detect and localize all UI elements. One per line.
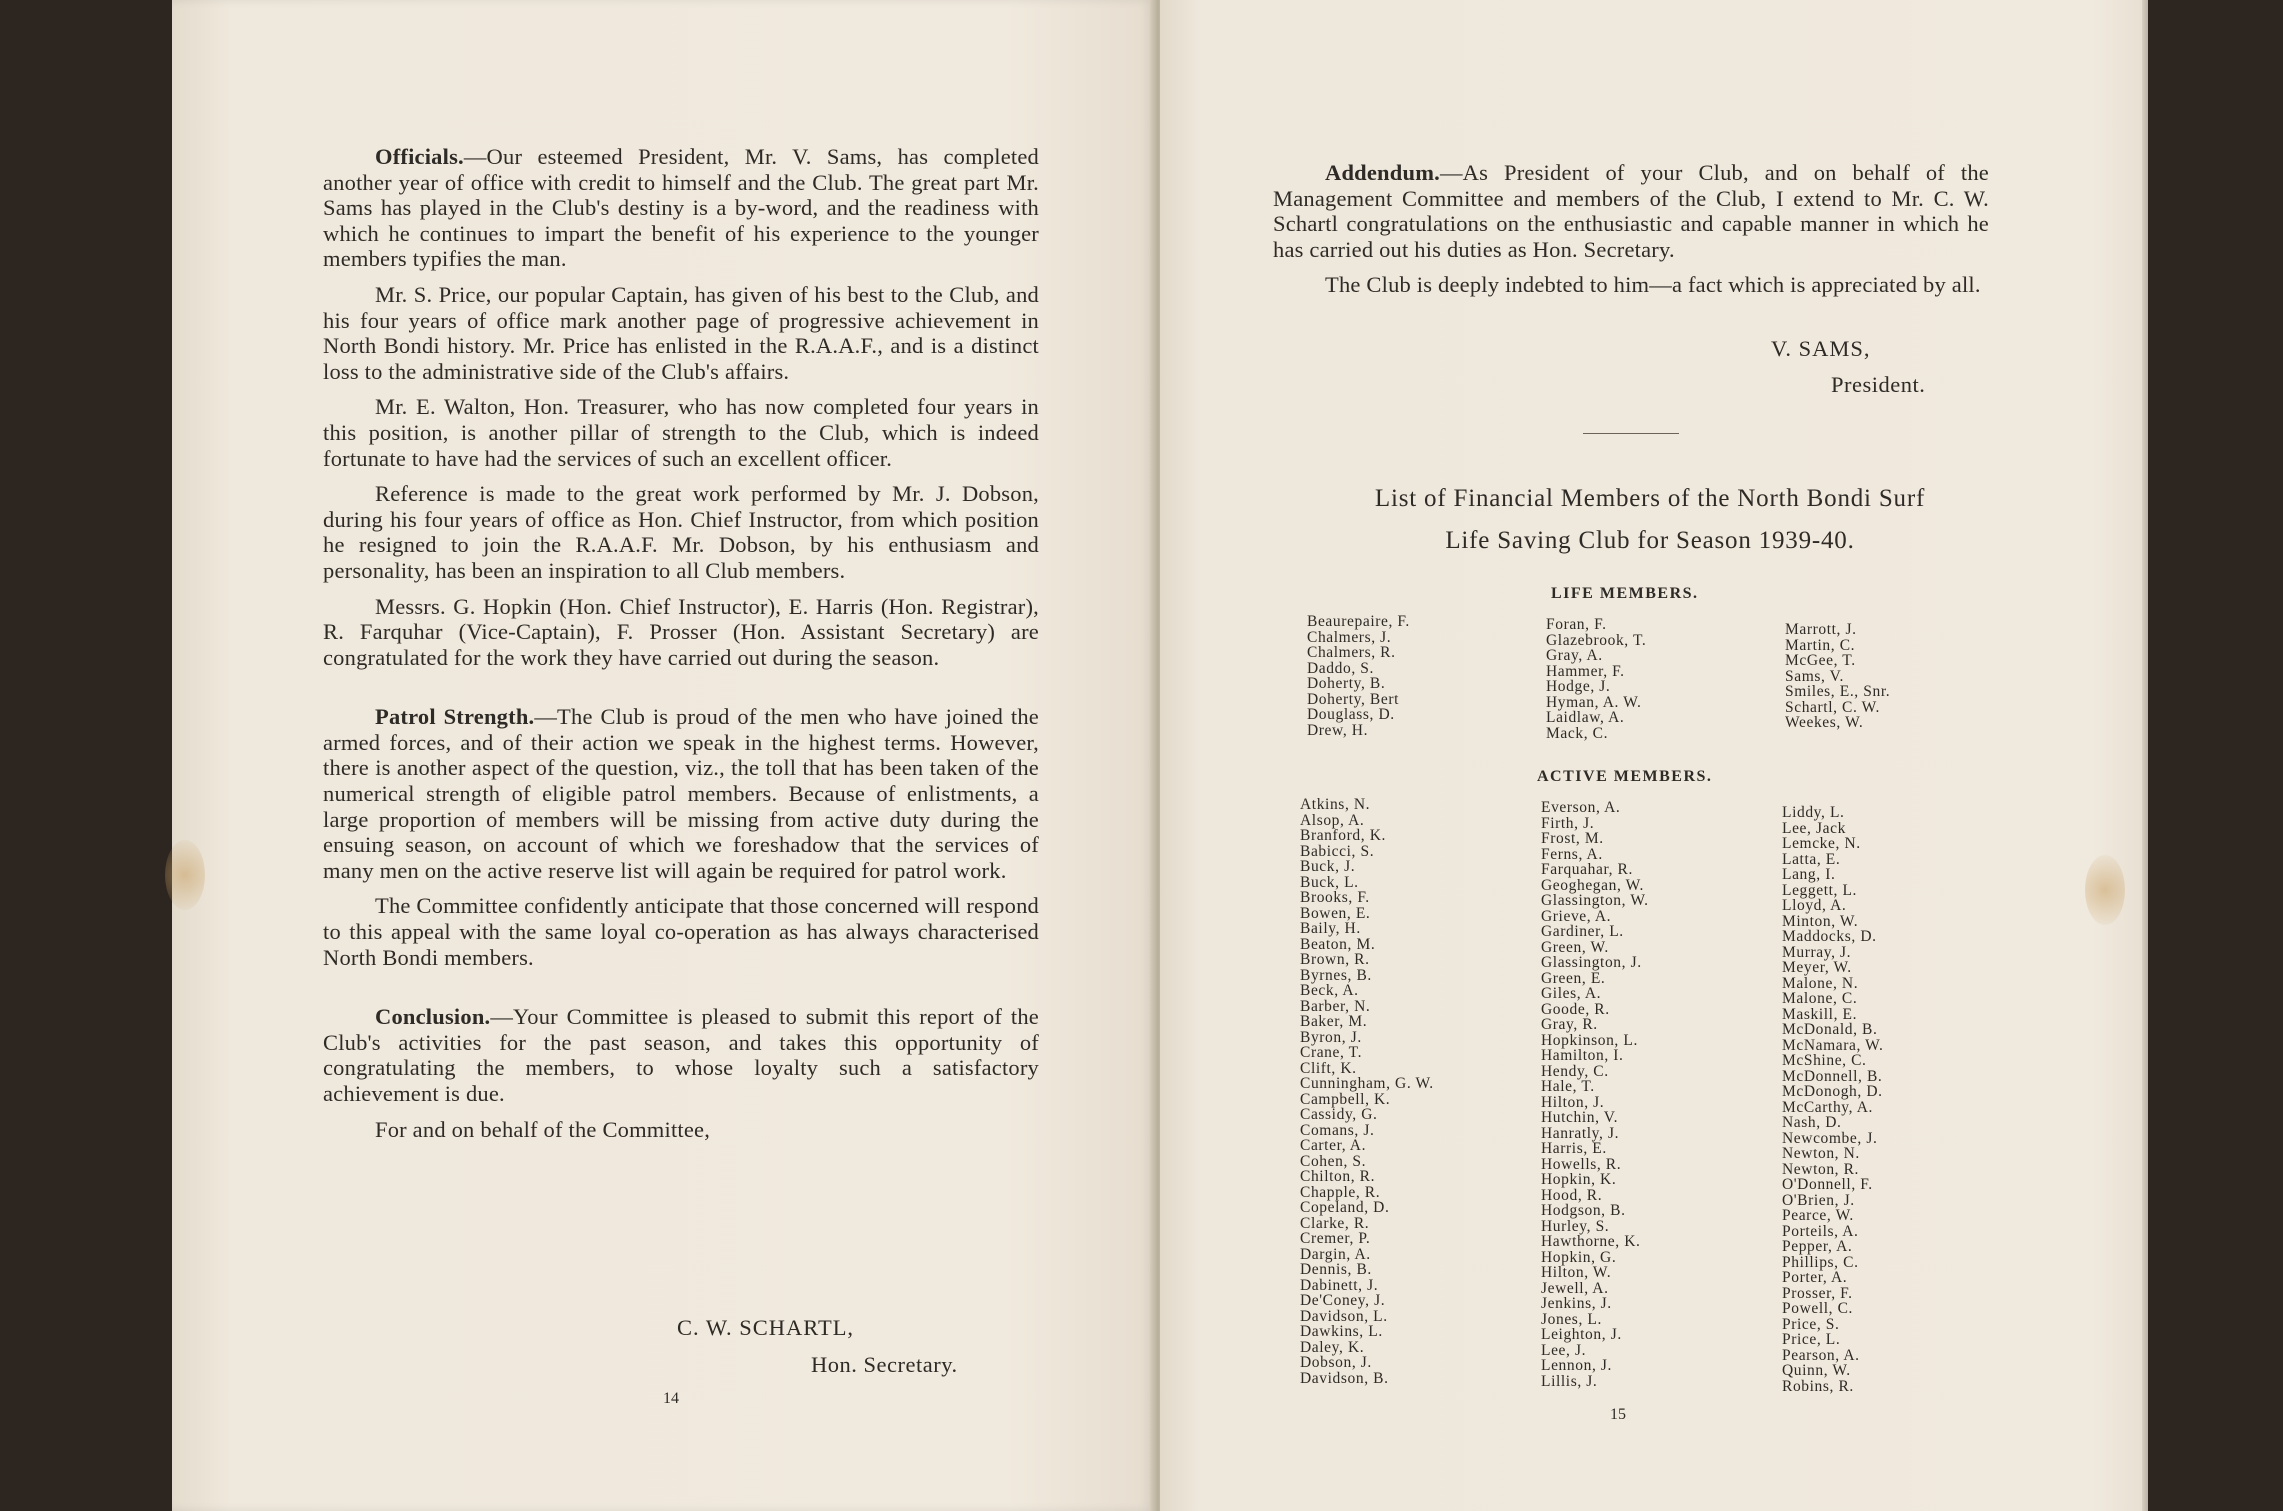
member-name: Malone, N. <box>1782 974 1859 992</box>
member-name: Clift, K. <box>1300 1059 1357 1077</box>
member-name: Byron, J. <box>1300 1028 1362 1046</box>
member-name: Hopkin, K. <box>1541 1171 1617 1188</box>
paragraph-committee <box>323 893 1039 970</box>
member-name: Brooks, F. <box>1300 889 1370 906</box>
member-name: Geoghegan, W. <box>1541 876 1644 894</box>
member-name: Brown, R. <box>1300 951 1370 968</box>
member-name: Newton, N. <box>1782 1145 1860 1162</box>
member-name: Powell, C. <box>1782 1300 1854 1317</box>
member-name: Glassington, W. <box>1541 892 1649 909</box>
member-name: Chalmers, J. <box>1307 628 1392 646</box>
member-name: Ferns, A. <box>1541 845 1603 863</box>
left-body-text <box>323 144 1039 1152</box>
member-name: Latta, E. <box>1782 850 1841 868</box>
member-name: Babicci, S. <box>1300 842 1375 860</box>
member-name: Baker, M. <box>1300 1013 1368 1030</box>
life-members-col-2 <box>1546 617 1646 741</box>
active-members-heading: ACTIVE MEMBERS. <box>1537 768 1713 785</box>
member-name: Cohen, S. <box>1300 1152 1367 1170</box>
member-name: Malone, C. <box>1782 990 1858 1007</box>
member-name: Martin, C. <box>1785 636 1856 654</box>
member-name: Everson, A. <box>1541 799 1621 816</box>
member-name: Quinn, W. <box>1782 1362 1851 1379</box>
paragraph-patrol-strength <box>323 704 1039 883</box>
member-name: Clarke, R. <box>1300 1214 1370 1232</box>
member-name: Laidlaw, A. <box>1546 709 1625 726</box>
member-name: Lee, Jack <box>1782 819 1846 837</box>
member-name: Firth, J. <box>1541 814 1595 832</box>
member-name: Green, W. <box>1541 938 1609 956</box>
member-name: Maddocks, D. <box>1782 928 1877 945</box>
list-title-line1: List of Financial Members of the North Bondi Surf <box>1374 485 1926 512</box>
member-name: Chalmers, R. <box>1307 644 1396 661</box>
member-name: McShine, C. <box>1782 1052 1867 1069</box>
member-name: Frost, M. <box>1541 830 1604 847</box>
member-name: Pearson, A. <box>1782 1346 1860 1364</box>
member-name: Smiles, E., Snr. <box>1785 683 1891 700</box>
member-name: Drew, H. <box>1307 721 1369 739</box>
member-name: Leggett, L. <box>1782 881 1858 899</box>
right-page-number: 15 <box>1610 1406 1626 1423</box>
member-name: Dawkins, L. <box>1300 1323 1383 1340</box>
member-name: Porteils, A. <box>1782 1222 1859 1240</box>
paragraph-addendum <box>1273 160 1989 262</box>
stain-left <box>165 840 205 910</box>
member-name: Glazebrook, T. <box>1546 631 1647 649</box>
member-name: Marrott, J. <box>1785 621 1857 638</box>
member-name: Atkins, N. <box>1300 796 1371 813</box>
member-name: O'Brien, J. <box>1782 1191 1855 1209</box>
member-name: Buck, J. <box>1300 858 1356 875</box>
life-members-col-3 <box>1785 622 1890 731</box>
paragraph-text: —The Club is proud of the men who have joined the armed forces, and of their action we speak in the highest terms. However, there is another aspect of the question, viz., the toll that has been taken of the numerical strength of eligible patrol members. Because of enlistments, a large proportion of members will be missing from active duty during the ensuing season, on account of which we foreshadow that the services of many men on the active reserve list will again be required for patrol work. <box>323 704 1039 883</box>
member-name: Prosser, F. <box>1782 1284 1853 1302</box>
paragraph-behalf <box>323 1117 1039 1143</box>
page-edge <box>2142 0 2148 1511</box>
member-name: Lee, J. <box>1541 1341 1587 1359</box>
member-name: Baily, H. <box>1300 920 1361 937</box>
right-signature-name: V. SAMS, <box>1771 336 1871 361</box>
member-name: Weekes, W. <box>1785 714 1864 731</box>
member-name: Dargin, A. <box>1300 1245 1371 1263</box>
paragraph-text: Mr. S. Price, our popular Captain, has given of his best to the Club, and his four years of office mark another page of progressive achievement in North Bondi history. Mr. Price has enlisted in the R.A.A.F., and is a distinct loss to the administrative side of the Club's affairs. <box>323 281 1039 384</box>
member-name: Meyer, W. <box>1782 959 1852 976</box>
member-name: Hawthorne, K. <box>1541 1233 1641 1250</box>
active-members-col-3 <box>1782 805 1883 1394</box>
member-name: Hood, R. <box>1541 1186 1603 1204</box>
member-name: Nash, D. <box>1782 1114 1842 1131</box>
stain-right <box>2085 855 2125 925</box>
member-name: Hammer, F. <box>1546 662 1625 680</box>
member-name: Dennis, B. <box>1300 1261 1372 1278</box>
list-title <box>1260 478 2040 562</box>
member-name: Howells, R. <box>1541 1155 1622 1173</box>
member-name: Porter, A. <box>1782 1269 1848 1286</box>
member-name: Lang, I. <box>1782 866 1836 883</box>
member-name: Hendy, C. <box>1541 1062 1609 1080</box>
member-name: Daley, K. <box>1300 1338 1365 1356</box>
member-name: Doherty, B. <box>1307 675 1386 692</box>
member-name: Minton, W. <box>1782 912 1859 930</box>
member-name: Hilton, W. <box>1541 1264 1612 1281</box>
paragraph-indebted <box>1273 272 1989 298</box>
member-name: Jones, L. <box>1541 1310 1602 1328</box>
member-name: Cassidy, G. <box>1300 1106 1378 1123</box>
member-name: Phillips, C. <box>1782 1253 1859 1271</box>
member-name: Schartl, C. W. <box>1785 698 1880 716</box>
member-name: Comans, J. <box>1300 1121 1375 1139</box>
member-name: Beaton, M. <box>1300 935 1376 953</box>
member-name: Cunningham, G. W. <box>1300 1075 1434 1092</box>
heading-officials: Officials. <box>375 144 464 169</box>
member-name: Goode, R. <box>1541 1000 1610 1018</box>
member-name: Green, E. <box>1541 969 1606 987</box>
left-signature-name: C. W. SCHARTL, <box>677 1315 855 1340</box>
member-name: Foran, F. <box>1546 616 1607 633</box>
member-name: Gray, R. <box>1541 1016 1598 1033</box>
member-name: Harris, E. <box>1541 1140 1607 1157</box>
member-name: McDonnell, B. <box>1782 1067 1883 1085</box>
paragraph-text: —Your Committee is pleased to submit this report of the Club's activities for the past season, and takes this opportunity of congratulating the members, to whose loyalty such a satisfactory achievement is due. <box>323 1004 1039 1106</box>
member-name: Branford, K. <box>1300 827 1386 844</box>
member-name: Chapple, R. <box>1300 1183 1381 1201</box>
paragraph-messrs <box>323 594 1039 671</box>
left-signature-title: Hon. Secretary. <box>811 1352 958 1377</box>
active-members-col-1 <box>1300 797 1434 1386</box>
member-name: McDonogh, D. <box>1782 1083 1883 1100</box>
member-name: McDonald, B. <box>1782 1021 1878 1038</box>
member-name: Giles, A. <box>1541 985 1602 1002</box>
member-name: Hilton, J. <box>1541 1093 1605 1111</box>
member-name: Beck, A. <box>1300 982 1359 999</box>
paragraph-treasurer <box>323 394 1039 471</box>
member-name: Pepper, A. <box>1782 1238 1853 1255</box>
member-name: Glassington, J. <box>1541 954 1642 971</box>
member-name: Leighton, J. <box>1541 1326 1622 1343</box>
member-name: Maskill, E. <box>1782 1005 1858 1023</box>
heading-patrol-strength: Patrol Strength. <box>375 704 535 730</box>
member-name: Jewell, A. <box>1541 1279 1609 1297</box>
member-name: Crane, T. <box>1300 1044 1363 1061</box>
member-name: Gray, A. <box>1546 647 1603 664</box>
member-name: Barber, N. <box>1300 997 1371 1015</box>
member-name: Lemcke, N. <box>1782 835 1861 852</box>
member-name: Byrnes, B. <box>1300 966 1372 984</box>
member-name: Hale, T. <box>1541 1078 1595 1095</box>
paragraph-captain <box>323 282 1039 384</box>
member-name: Davidson, B. <box>1300 1369 1389 1387</box>
member-name: Davidson, L. <box>1300 1307 1388 1325</box>
member-name: Copeland, D. <box>1300 1199 1390 1216</box>
member-name: Gardiner, L. <box>1541 923 1624 940</box>
member-name: Dabinett, J. <box>1300 1276 1379 1294</box>
paragraph-conclusion <box>323 1004 1039 1106</box>
heading-addendum: Addendum. <box>1325 160 1440 185</box>
life-members-col-1 <box>1307 614 1410 738</box>
member-name: Beaurepaire, F. <box>1307 613 1410 630</box>
member-name: Newton, R. <box>1782 1160 1860 1178</box>
member-name: O'Donnell, F. <box>1782 1176 1873 1193</box>
member-name: Doherty, Bert <box>1307 690 1400 708</box>
member-name: Carter, A. <box>1300 1137 1367 1154</box>
member-name: Cremer, P. <box>1300 1230 1371 1247</box>
member-name: Mack, C. <box>1546 724 1609 742</box>
member-name: Buck, L. <box>1300 873 1359 891</box>
member-name: Jenkins, J. <box>1541 1295 1612 1312</box>
member-name: Hamilton, I. <box>1541 1047 1624 1064</box>
paragraph-text: Reference is made to the great work performed by Mr. J. Dobson, during his four years of office as Hon. Chief Instructor, from which position he resigned to join the R.A.A.F. Mr. Dobson, by his enthusiasm and personality, has been an inspiration to all Club members. <box>323 481 1039 583</box>
member-name: Hopkin, G. <box>1541 1248 1617 1266</box>
member-name: Pearce, W. <box>1782 1207 1854 1224</box>
member-name: Grieve, A. <box>1541 907 1612 925</box>
member-name: Hutchin, V. <box>1541 1109 1619 1126</box>
paragraph-text: Mr. E. Walton, Hon. Treasurer, who has now completed four years in this position, is another pillar of strength to the Club, which is indeed fortunate to have had the services of such an excellent officer. <box>323 394 1039 471</box>
member-name: McCarthy, A. <box>1782 1098 1874 1116</box>
member-name: Chilton, R. <box>1300 1168 1376 1185</box>
member-name: Daddo, S. <box>1307 659 1374 677</box>
member-name: Hopkinson, L. <box>1541 1031 1638 1049</box>
member-name: Murray, J. <box>1782 943 1852 961</box>
paragraph-text: The Club is deeply indebted to him—a fact which is appreciated by all. <box>1325 272 1981 298</box>
active-members-col-2 <box>1541 800 1649 1389</box>
member-name: Hanratly, J. <box>1541 1124 1620 1142</box>
member-name: Robins, R. <box>1782 1377 1854 1395</box>
member-name: Liddy, L. <box>1782 804 1845 821</box>
member-name: Hyman, A. W. <box>1546 693 1642 711</box>
member-name: De'Coney, J. <box>1300 1292 1386 1309</box>
member-name: Hodgson, B. <box>1541 1202 1626 1219</box>
member-name: Sams, V. <box>1785 667 1844 685</box>
member-name: McGee, T. <box>1785 652 1856 669</box>
paragraph-text: —Our esteemed President, Mr. V. Sams, has completed another year of office with credit to himself and the Club. The great part Mr. Sams has played in the Club's destiny is a by-word, and the readiness with which he continues to impart the benefit of his experience to the younger members typifies the man. <box>323 144 1039 272</box>
member-name: Bowen, E. <box>1300 904 1371 922</box>
right-signature-title: President. <box>1831 372 1926 397</box>
paragraph-officials <box>323 144 1039 272</box>
heading-conclusion: Conclusion. <box>375 1004 491 1030</box>
member-name: Alsop, A. <box>1300 811 1365 829</box>
member-name: Dobson, J. <box>1300 1354 1372 1371</box>
paragraph-instructor <box>323 481 1039 583</box>
divider-rule <box>1583 433 1679 434</box>
member-name: Campbell, K. <box>1300 1090 1391 1108</box>
member-name: Lennon, J. <box>1541 1357 1613 1374</box>
paragraph-text: For and on behalf of the Committee, <box>375 1116 711 1142</box>
list-title-line2: Life Saving Club for Season 1939-40. <box>1445 527 1855 554</box>
member-name: Lillis, J. <box>1541 1372 1598 1390</box>
paragraph-text: The Committee confidently anticipate that those concerned will respond to this appeal with the same loyal co-operation as has always characterised North Bondi members. <box>323 893 1039 970</box>
life-members-heading: LIFE MEMBERS. <box>1551 585 1699 602</box>
paragraph-text: —As President of your Club, and on behalf of the Management Committee and members of the Club, I extend to Mr. C. W. Schartl congratulations on the enthusiastic and capable manner in which he has carried out his duties as Hon. Secretary. <box>1273 160 1989 262</box>
member-name: Price, L. <box>1782 1331 1841 1348</box>
paragraph-text: Messrs. G. Hopkin (Hon. Chief Instructor), E. Harris (Hon. Registrar), R. Farquhar (Vice-Captain), F. Prosser (Hon. Assistant Secretary) are congratulated for the work they have carried out during the season. <box>323 593 1039 670</box>
member-name: Lloyd, A. <box>1782 897 1847 914</box>
member-name: Douglass, D. <box>1307 706 1395 723</box>
member-name: Hodge, J. <box>1546 678 1611 695</box>
member-name: Farquahar, R. <box>1541 861 1633 878</box>
addendum-block <box>1273 160 1989 308</box>
member-name: McNamara, W. <box>1782 1036 1884 1054</box>
left-page-number: 14 <box>663 1390 679 1407</box>
member-name: Newcombe, J. <box>1782 1129 1878 1147</box>
member-name: Price, S. <box>1782 1315 1840 1333</box>
member-name: Hurley, S. <box>1541 1217 1610 1235</box>
